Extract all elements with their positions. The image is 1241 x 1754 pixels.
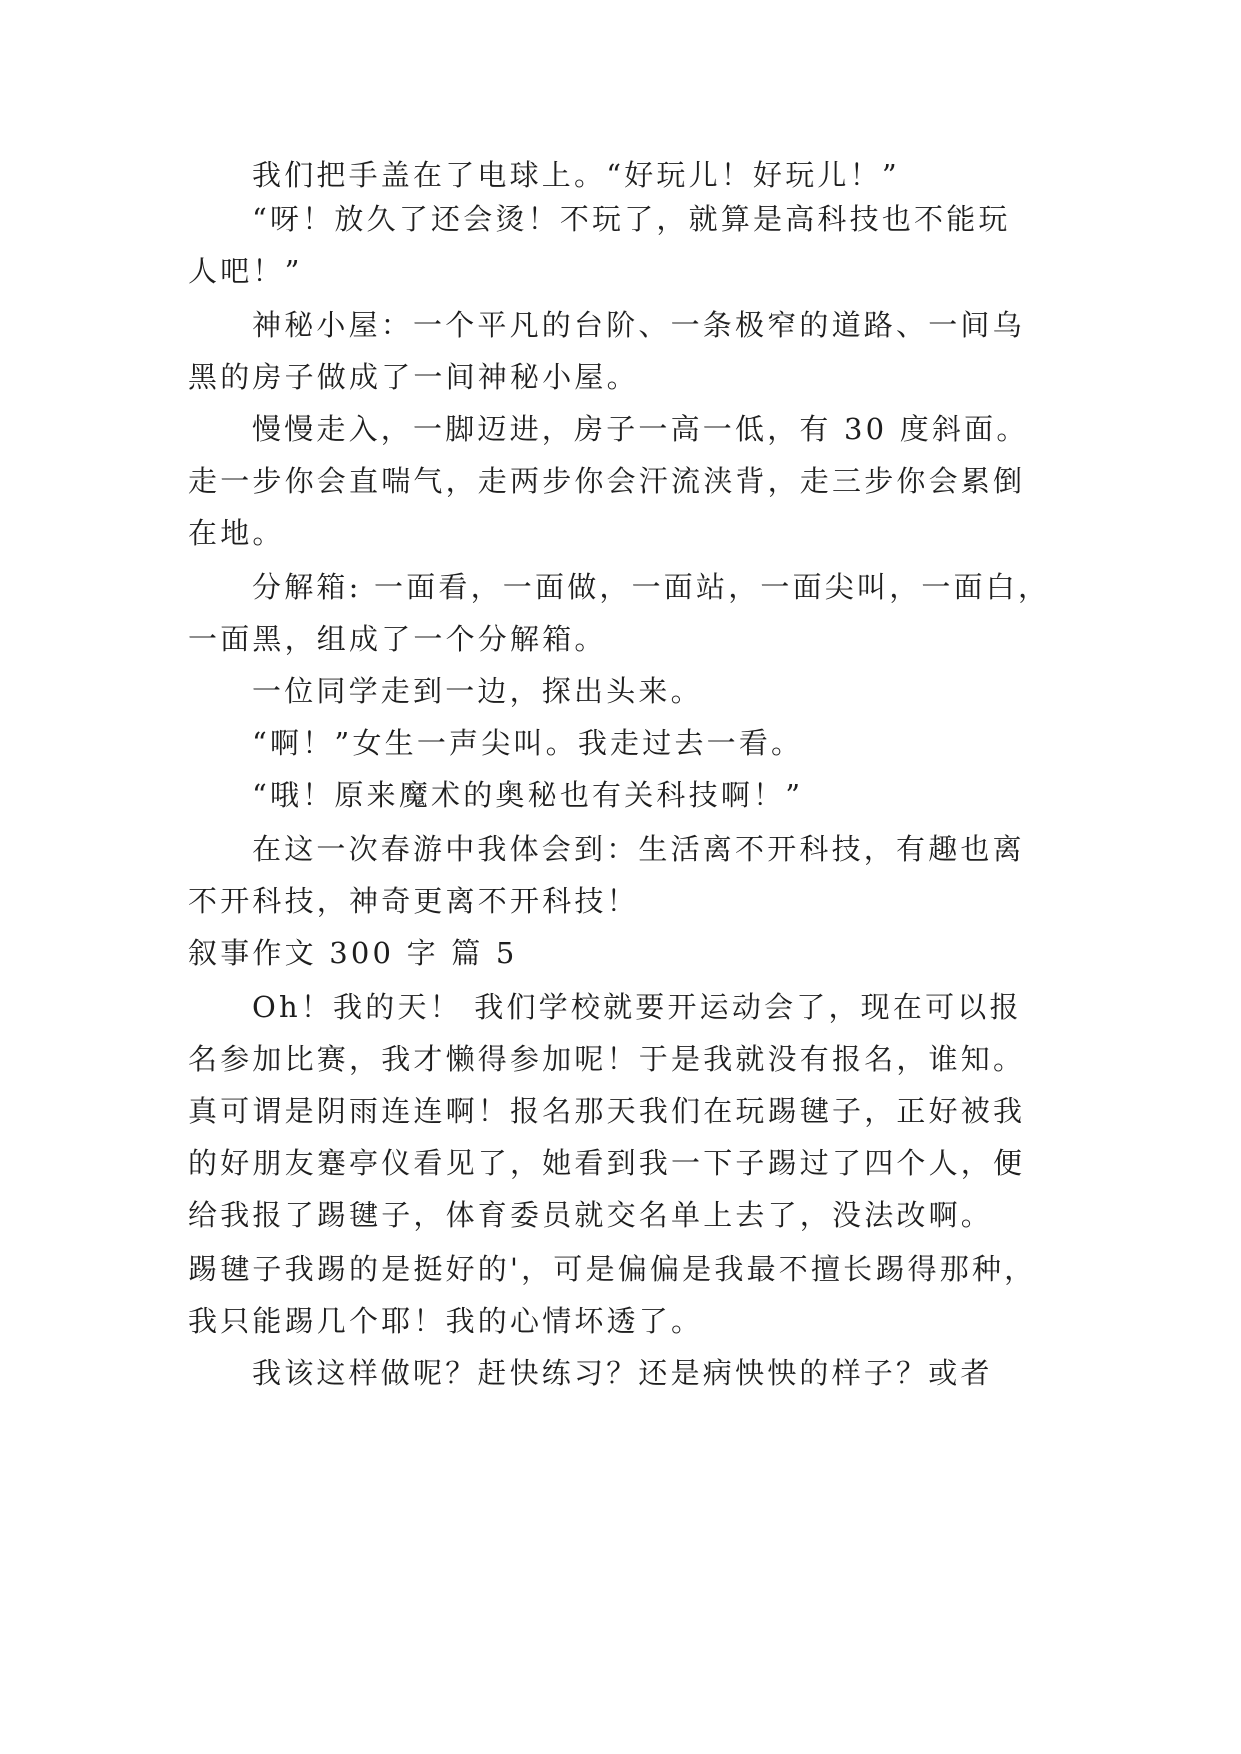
paragraph-line: 我只能踢几个耶！我的心情坏透了。 [188, 1304, 704, 1338]
paragraph-line: 慢慢走入，一脚迈进，房子一高一低，有 30 度斜面。 [252, 412, 1029, 446]
paragraph-line: 真可谓是阴雨连连啊！报名那天我们在玩踢毽子，正好被我 [188, 1094, 1026, 1128]
paragraph-line: 在地。 [188, 516, 285, 550]
paragraph-line: 我们把手盖在了电球上。“好玩儿！好玩儿！” [252, 158, 900, 192]
paragraph-line: 不开科技，神奇更离不开科技！ [188, 884, 639, 918]
paragraph-line: 一面黑，组成了一个分解箱。 [188, 622, 607, 656]
paragraph-line: 踢毽子我踢的是挺好的'，可是偏偏是我最不擅长踢得那种， [188, 1252, 1037, 1286]
paragraph-line: 人吧！” [188, 254, 303, 288]
paragraph-line: 一位同学走到一边，探出头来。 [252, 674, 703, 708]
paragraph-line: 分解箱: 一面看，一面做，一面站，一面尖叫，一面白， [252, 570, 1051, 604]
paragraph-line: Oh！我的天！ 我们学校就要开运动会了，现在可以报 [252, 990, 1022, 1024]
paragraph-line: 的好朋友蹇亭仪看见了，她看到我一下子踢过了四个人，便 [188, 1146, 1026, 1180]
section-heading: 叙事作文 300 字 篇 5 [188, 936, 518, 970]
paragraph-line: 给我报了踢毽子，体育委员就交名单上去了，没法改啊。 [188, 1198, 994, 1232]
paragraph-line: 黑的房子做成了一间神秘小屋。 [188, 360, 639, 394]
paragraph-line: “啊！”女生一声尖叫。我走过去一看。 [252, 726, 804, 760]
paragraph-line: 走一步你会直喘气，走两步你会汗流浃背，走三步你会累倒 [188, 464, 1026, 498]
paragraph-line: 我该这样做呢？赶快练习？还是病怏怏的样子？或者 [252, 1356, 993, 1390]
paragraph-line: 名参加比赛，我才懒得参加呢！于是我就没有报名，谁知。 [188, 1042, 1026, 1076]
paragraph-line: “呀！放久了还会烫！不玩了，就算是高科技也不能玩 [252, 202, 1011, 236]
paragraph-line: “哦！原来魔术的奥秘也有关科技啊！” [252, 778, 804, 812]
paragraph-line: 在这一次春游中我体会到：生活离不开科技，有趣也离 [252, 832, 1025, 866]
paragraph-line: 神秘小屋：一个平凡的台阶、一条极窄的道路、一间乌 [252, 308, 1025, 342]
